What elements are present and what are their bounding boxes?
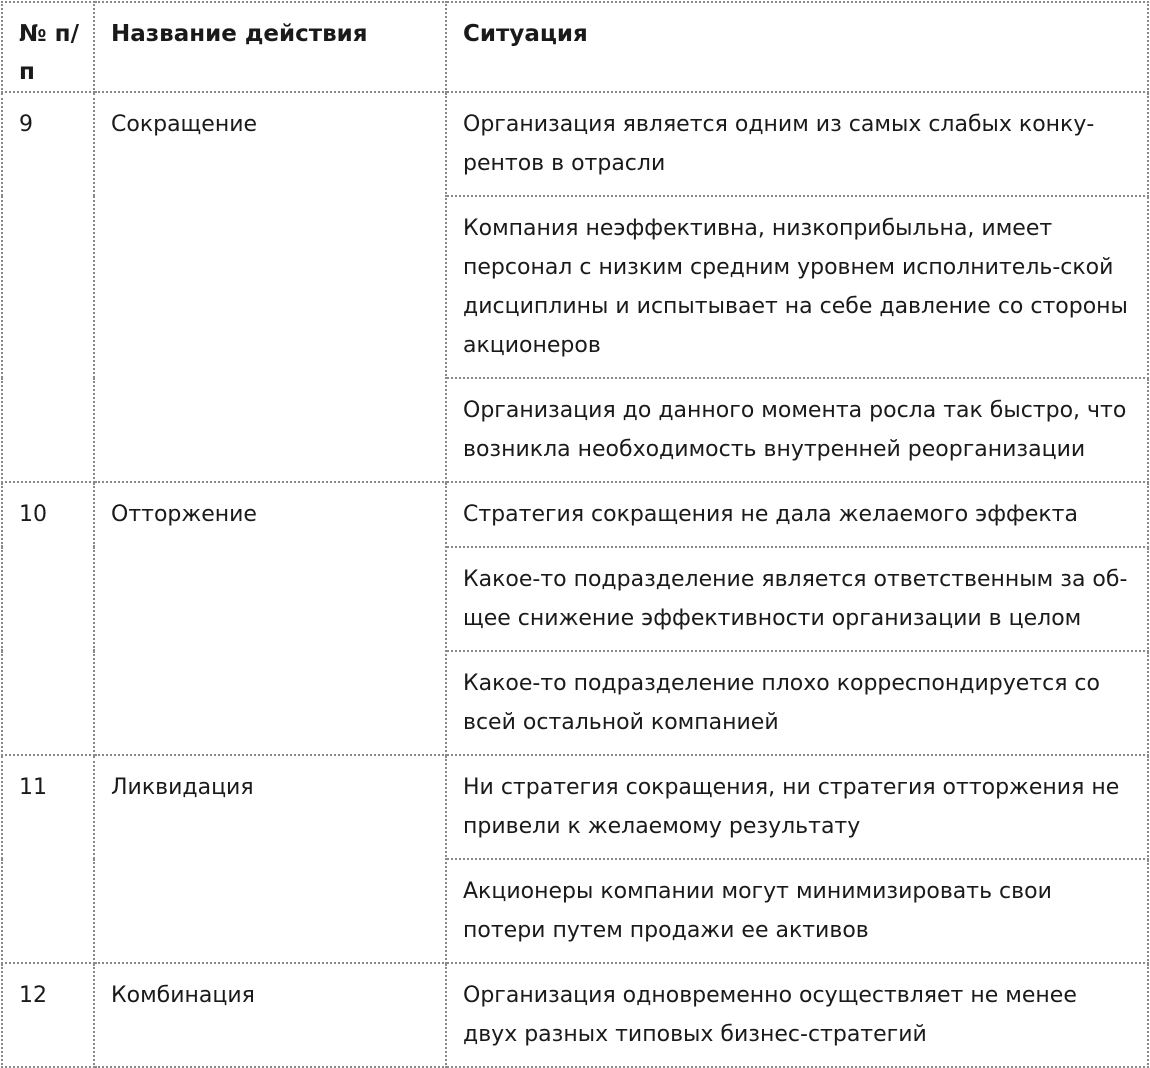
header-number: № п/п — [2, 2, 94, 92]
action-name: Сокращение — [94, 92, 446, 482]
situation-cell: Организация является одним из самых слабых конку-рентов в отрасли — [446, 92, 1148, 196]
action-name: Ликвидация — [94, 755, 446, 963]
row-number: 12 — [2, 963, 94, 1067]
table-row — [2, 482, 1148, 547]
action-name: Отторжение — [94, 482, 446, 755]
row-number: 10 — [2, 482, 94, 755]
strategy-table — [1, 1, 1149, 1068]
situation-cell: Организация до данного момента росла так быстро, что возникла необходимость внутренней реорганизации — [446, 378, 1148, 482]
table-row — [2, 755, 1148, 859]
situation-cell: Компания неэффективна, низкоприбыльна, имеет персонал с низким средним уровнем исполнитель-ской дисциплины и испытывает на себе давление со стороны акционеров — [446, 196, 1148, 378]
situation-cell: Стратегия сокращения не дала желаемого эффекта — [446, 482, 1148, 547]
header-action-name: Название действия — [94, 2, 446, 92]
situation-cell: Организация одновременно осуществляет не менее двух разных типовых бизнес-стратегий — [446, 963, 1148, 1067]
situation-cell: Акционеры компании могут минимизировать свои потери путем продажи ее активов — [446, 859, 1148, 963]
situation-cell: Какое-то подразделение является ответственным за об-щее снижение эффективности организации в целом — [446, 547, 1148, 651]
header-situation: Ситуация — [446, 2, 1148, 92]
action-name: Комбинация — [94, 963, 446, 1067]
table-row — [2, 92, 1148, 196]
table-header-row — [2, 2, 1148, 92]
row-number: 9 — [2, 92, 94, 482]
situation-cell: Ни стратегия сокращения, ни стратегия отторжения не привели к желаемому результату — [446, 755, 1148, 859]
row-number: 11 — [2, 755, 94, 963]
table-row — [2, 963, 1148, 1067]
situation-cell: Какое-то подразделение плохо корреспондируется со всей остальной компанией — [446, 651, 1148, 755]
